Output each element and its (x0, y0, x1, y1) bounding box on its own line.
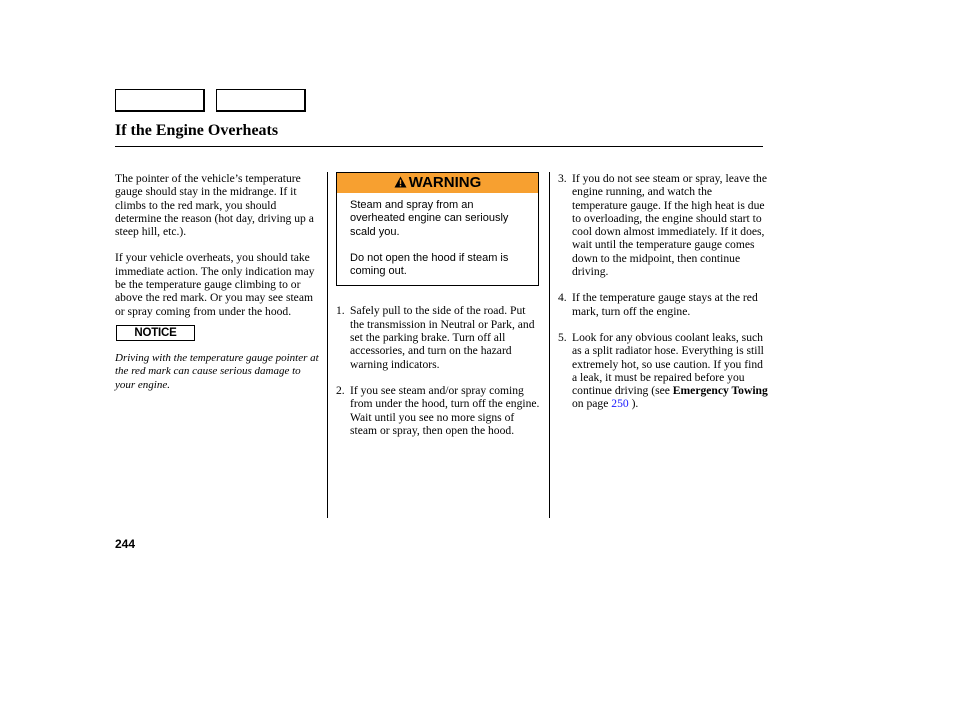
page-ref-end: ). (628, 397, 639, 411)
nav-button-2[interactable] (216, 89, 306, 112)
warning-line-1: Steam and spray from an overheated engine can seriously scald you. (350, 199, 509, 238)
step-text: If you do not see steam or spray, leave the engine running, and watch the temperature gauge. If the high heat is due to overloading, the engine should start to cool down almost immediately. If it does, wait until the temperature gauge comes down to the midpoint, then continue driving. (572, 172, 767, 279)
column-1 (115, 172, 321, 392)
warning-body (337, 193, 538, 285)
warning-triangle-icon (394, 176, 407, 188)
step-text: Safely pull to the side of the road. Put the transmission in Neutral or Park, and set the parking brake. Turn off all accessories, and turn on the hazard warning indicators. (350, 304, 535, 371)
warning-header (337, 173, 538, 193)
column-3 (558, 172, 768, 411)
intro-paragraph: The pointer of the vehicle’s temperature gauge should stay in the midrange. If it climbs to the red mark, you should determine the reason (hot day, driving up a steep hill, etc.). (115, 172, 314, 239)
step-3 (558, 172, 768, 278)
warning-label: WARNING (408, 174, 482, 191)
step-number: 4. (558, 291, 567, 305)
overheat-paragraph: If your vehicle overheats, you should take immediate action. The only indication may be the temperature gauge climbing to or above the red mark. Or you may see steam or spray coming from under the hood. (115, 251, 315, 318)
column-divider-2 (549, 172, 550, 518)
notice-text: Driving with the temperature gauge pointer at the red mark can cause serious damage to your engine. (115, 351, 319, 391)
page-number: 244 (115, 537, 136, 551)
step-number: 3. (558, 172, 567, 185)
emergency-towing-ref: Emergency Towing (672, 384, 768, 398)
step-text: If you see steam and/or spray coming from under the hood, turn off the engine. Wait until you see no more signs of steam or spray, then open the hood. (350, 383, 540, 437)
page-250-link[interactable]: 250 (611, 397, 629, 411)
title-divider (115, 146, 763, 147)
page-ref-text: on page (572, 397, 612, 411)
page-title: If the Engine Overheats (115, 122, 279, 139)
step-5 (558, 331, 768, 411)
step-number: 2. (336, 383, 345, 397)
warning-box (336, 172, 539, 286)
step-4 (558, 291, 768, 318)
step-1 (336, 304, 541, 370)
nav-button-1[interactable] (115, 89, 205, 112)
step-text: If the temperature gauge stays at the red mark, turn off the engine. (572, 291, 758, 318)
step-text: Look for any obvious coolant leaks, such as a split radiator hose. Everything is still extremely hot, so use caution. If you find a leak, it must be repaired before you continue driving (see (572, 330, 764, 398)
step-number: 5. (558, 330, 567, 344)
column-2 (336, 172, 541, 437)
column-divider-1 (327, 172, 328, 518)
notice-badge: NOTICE (116, 325, 195, 341)
warning-line-2: Do not open the hood if steam is coming out. (350, 251, 509, 278)
step-2 (336, 384, 541, 437)
step-number: 1. (336, 304, 345, 318)
